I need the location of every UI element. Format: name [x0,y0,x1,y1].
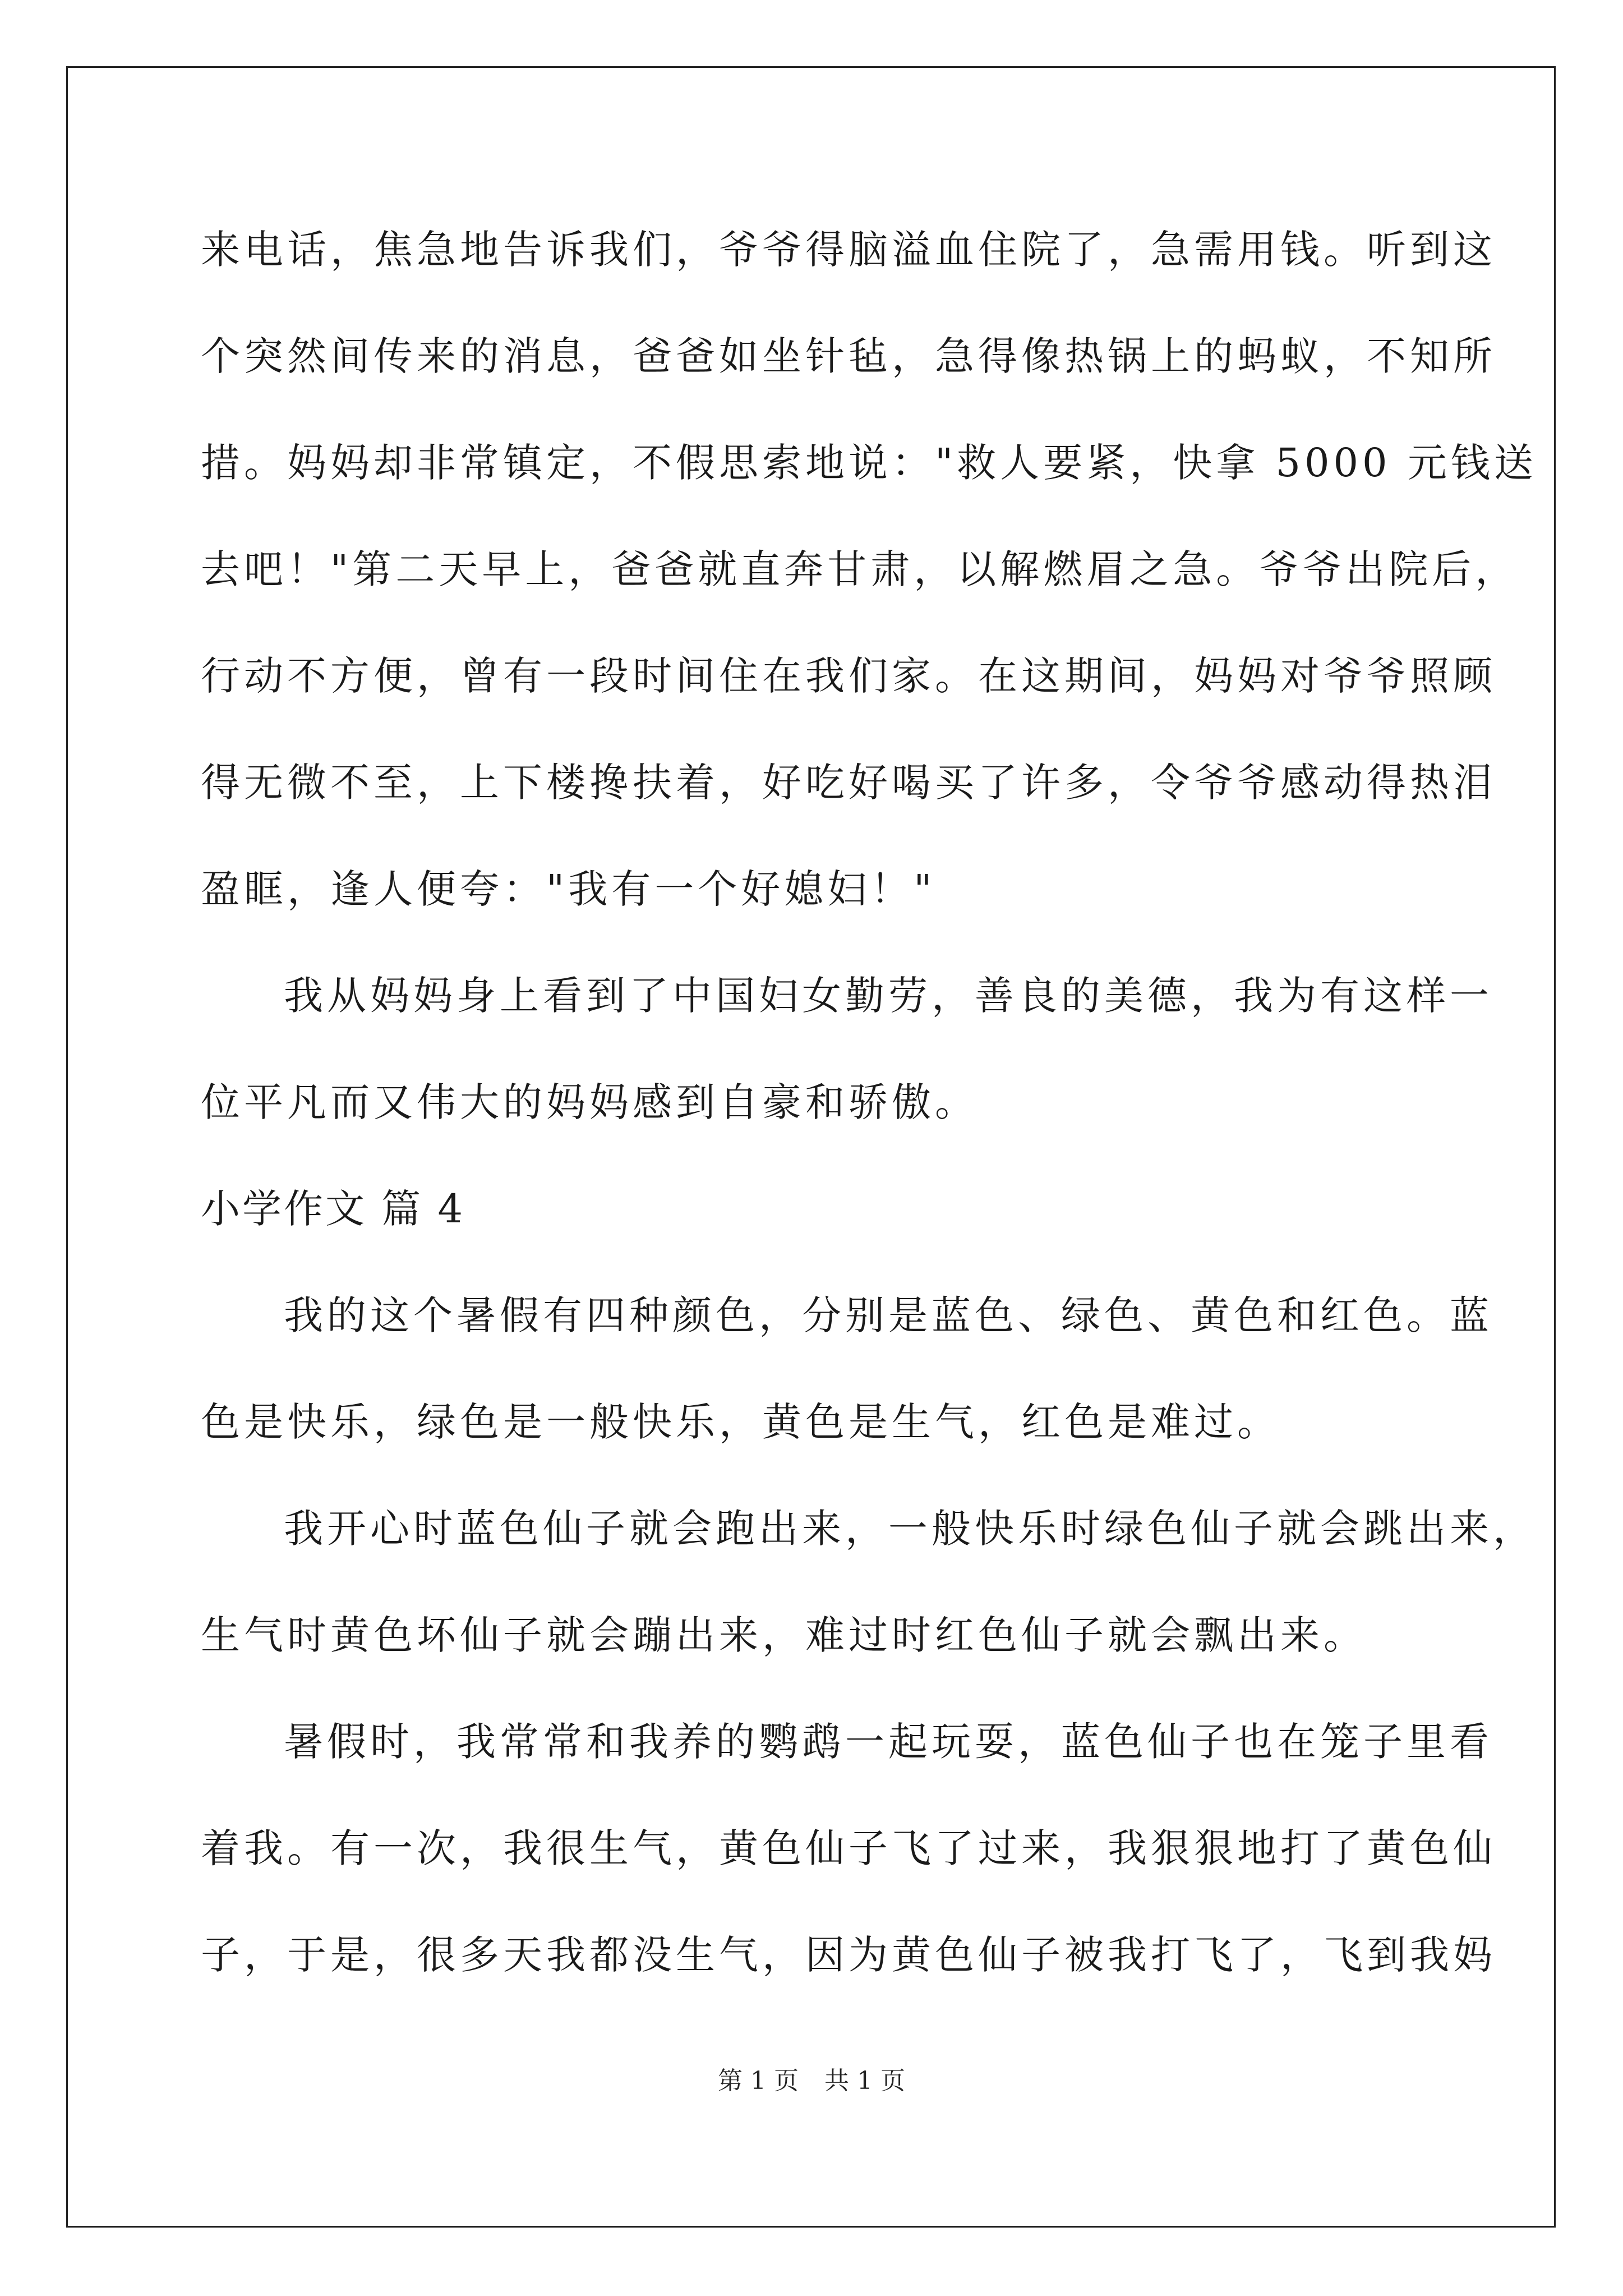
text-line: 来电话，焦急地告诉我们，爷爷得脑溢血住院了，急需用钱。听到这 [201,227,1496,273]
text-line: 措。妈妈却非常镇定，不假思索地说："救人要紧，快拿 5000 元钱送 [201,440,1537,486]
paragraph-first-line: 我开心时蓝色仙子就会跑出来，一般快乐时绿色仙子就会跳出来， [284,1506,1536,1552]
text-line: 子，于是，很多天我都没生气，因为黄色仙子被我打飞了，飞到我妈 [201,1932,1496,1978]
text-line: 着我。有一次，我很生气，黄色仙子飞了过来，我狠狠地打了黄色仙 [201,1825,1496,1871]
text-line: 个突然间传来的消息，爸爸如坐针毡，急得像热锅上的蚂蚁，不知所 [201,333,1496,379]
text-line: 行动不方便，曾有一段时间住在我们家。在这期间，妈妈对爷爷照顾 [201,653,1496,699]
text-line: 得无微不至，上下楼搀扶着，好吃好喝买了许多，令爷爷感动得热泪 [201,760,1496,806]
page-border [66,66,1556,2228]
page-total: 共 1 页 [824,2067,905,2095]
text-line: 位平凡而又伟大的妈妈感到自豪和骄傲。 [201,1079,978,1125]
page-footer [0,2064,1623,2098]
text-line: 生气时黄色坏仙子就会蹦出来，难过时红色仙子就会飘出来。 [201,1612,1367,1658]
paragraph-first-line: 暑假时，我常常和我养的鹦鹉一起玩耍，蓝色仙子也在笼子里看 [284,1719,1493,1765]
text-line: 色是快乐，绿色是一般快乐，黄色是生气，红色是难过。 [201,1399,1280,1445]
section-heading: 小学作文 篇 4 [201,1186,465,1232]
page-number: 第 1 页 [718,2067,799,2095]
paragraph-first-line: 我从妈妈身上看到了中国妇女勤劳，善良的美德，我为有这样一 [284,973,1493,1019]
text-line: 盈眶，逢人便夸："我有一个好媳妇！" [201,866,936,912]
paragraph-first-line: 我的这个暑假有四种颜色，分别是蓝色、绿色、黄色和红色。蓝 [284,1292,1493,1338]
text-line: 去吧！"第二天早上，爸爸就直奔甘肃，以解燃眉之急。爷爷出院后， [201,546,1519,592]
